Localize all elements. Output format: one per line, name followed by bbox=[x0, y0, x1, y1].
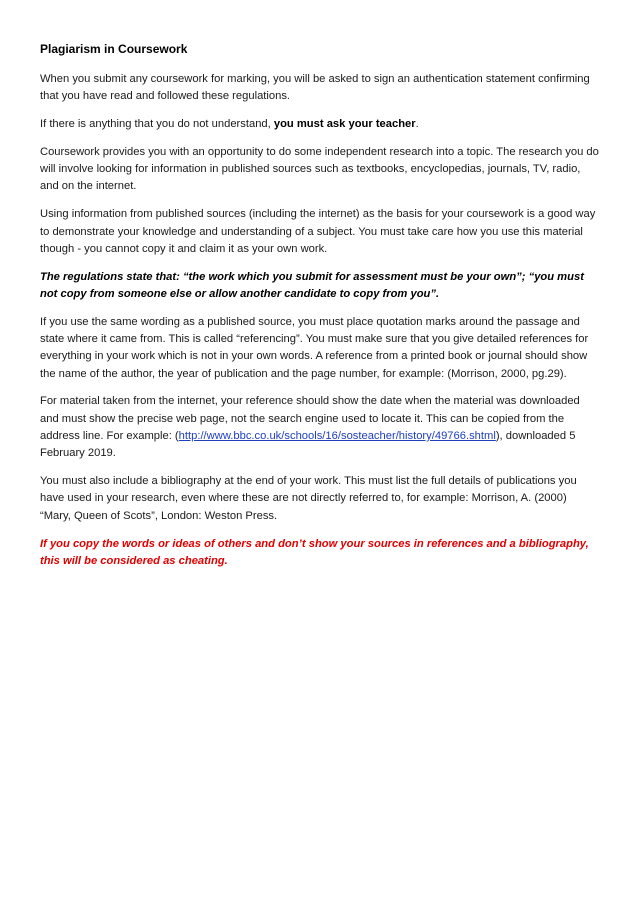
document-page bbox=[40, 41, 600, 581]
example-url-link[interactable]: http://www.bbc.co.uk/schools/16/sosteacher/history/49766.shtml bbox=[178, 430, 496, 443]
paragraph-authentication: When you submit any coursework for marking, you will be asked to sign an authentication statement confirming that you have read and followed these regulations. bbox=[40, 73, 590, 103]
page-title: Plagiarism in Coursework bbox=[40, 42, 188, 56]
internet-reference-date: ), downloaded 5 February 2019. bbox=[40, 430, 576, 460]
ask-teacher-period: . bbox=[415, 118, 419, 131]
paragraph-ask-teacher bbox=[40, 116, 600, 133]
ask-teacher-emphasis: you must ask your teacher bbox=[273, 118, 416, 131]
internet-reference-text: For material taken from the internet, your reference should show the date when the material was downloaded and must show the precise web page, not the search engine used to locate it. This can be copied from the address line. For example: ( bbox=[40, 395, 580, 443]
paragraph-referencing: If you use the same wording as a published source, you must place quotation marks around the passage and state where it came from. This is called “referencing”. You must make sure that you give detailed references for everything in your work which is not in your own words. A reference from a printed book or journal should show the name of the author, the year of publication and the page number, for example: (Morrison, 2000, pg.29). bbox=[40, 315, 589, 380]
paragraph-bibliography: You must also include a bibliography at the end of your work. This must list the full details of publications you have used in your research, even where these are not directly referred to, for example: Morrison, A. (2000) “Mary, Queen of Scots”, London: Weston Press. bbox=[40, 475, 577, 522]
paragraph-regulations: The regulations state that: “the work which you submit for assessment must be your own”; “you must not copy from someone else or allow another candidate to copy from you”. bbox=[40, 270, 584, 300]
paragraph-internet-reference bbox=[40, 393, 600, 462]
paragraph-published-sources: Using information from published sources (including the internet) as the basis for your coursework is a good way to demonstrate your knowledge and understanding of a subject. You must take care how you use this material though - you cannot copy it and claim it as your own work. bbox=[40, 208, 596, 255]
paragraph-cheating-warning: If you copy the words or ideas of others and don’t show your sources in references and a bibliography, this will be considered as cheating. bbox=[40, 537, 589, 567]
ask-teacher-text: If there is anything that you do not understand, bbox=[40, 118, 274, 131]
paragraph-research: Coursework provides you with an opportunity to do some independent research into a topic. The research you do will involve looking for information in published sources such as textbooks, encyclopedias, journals, TV, radio, and on the internet. bbox=[40, 145, 599, 193]
